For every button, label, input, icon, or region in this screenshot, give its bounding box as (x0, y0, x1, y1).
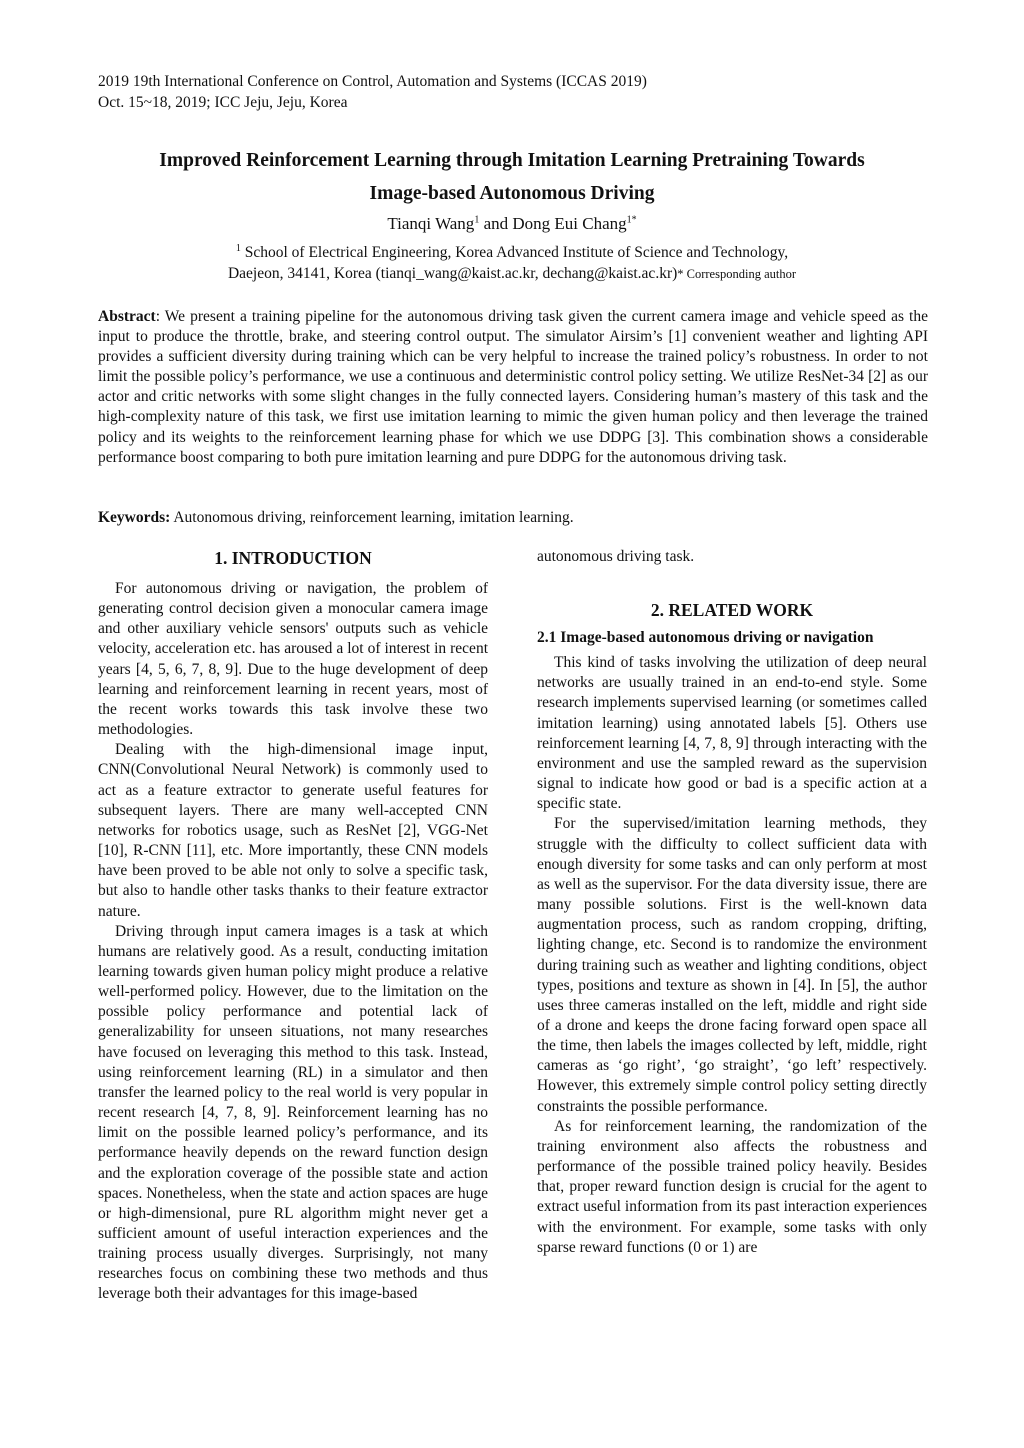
title-line-1: Improved Reinforcement Learning through Imitation Learning Pretraining Towards (159, 150, 865, 171)
author-name: Dong Eui Chang (512, 214, 627, 233)
affiliation-line-1: $^1$ School of Electrical Engineering, Korea Advanced Institute of Science and Technology, (235, 242, 789, 261)
keywords-text: Autonomous driving, reinforcement learning, imitation learning. (170, 509, 574, 526)
paragraph: For the supervised/imitation learning methods, they struggle with the difficulty to collect sufficient data with enough diversity for some tasks and can only perform at most as well as the supervisor. For the data diversity issue, there are many possible solutions. First is the well-known data augmentation process, such as random cropping, drifting, lighting change, etc. Second is to randomize the environment during training such as weather and lighting conditions, object types, positions and texture as shown in [4]. In [5], the author uses three cameras installed on the left, middle and right side of a drone and keeps the drone facing forward open space all the time, then labels the images collected by left, middle, right cameras as ‘go right’, ‘go straight’, ‘go left’ respectively. However, this extremely simple control policy setting directly constraints the possible performance. (537, 815, 927, 1115)
keywords-label: Keywords: (98, 509, 171, 526)
author-conjunction: and (483, 214, 509, 233)
subsection-heading: 2.1 Image-based autonomous driving or navigation (537, 629, 874, 647)
corresponding-author-note: * Corresponding author (677, 267, 796, 281)
paragraph: For autonomous driving or navigation, the problem of generating control decision given a monocular camera image and other auxiliary vehicle sensors' outputs such as vehicle velocity, acceleration etc. has aroused a lot of interest in recent years [4, 5, 6, 7, 8, 9]. Due to the huge development of deep learning and reinforcement learning in recent years, most of the recent works towards this task involve these two methodologies. (98, 580, 488, 739)
conference-line-1: 2019 19th International Conference on Control, Automation and Systems (ICCAS 2019) (98, 73, 647, 90)
paragraph: As for reinforcement learning, the randomization of the training environment also affects the robustness and performance of the possible trained policy heavily. Besides that, proper reward function design is crucial for the agent to extract useful information from its past interaction experiences with the environment. For example, some tasks with only sparse reward functions (0 or 1) are (537, 1117, 927, 1256)
title-line-2: Image-based Autonomous Driving (369, 183, 655, 204)
right-column (537, 547, 927, 1258)
paper-title (60, 144, 964, 210)
affiliation-mark: 1* (626, 214, 637, 226)
abstract (98, 307, 928, 468)
conference-line-2: Oct. 15~18, 2019; ICC Jeju, Jeju, Korea (98, 94, 348, 111)
paragraph: Dealing with the high-dimensional image input, CNN(Convolutional Neural Network) is commonly used to act as a feature extractor to generate useful features for subsequent layers. There are many well-accepted CNN networks for robotics usage, such as ResNet [2], VGG-Net [10], R-CNN [11], etc. More importantly, these CNN models have been proved to be able not only to solve a specific task, but also to handle other tasks thanks to their feature extractor nature. (98, 741, 488, 920)
author-list (60, 212, 964, 236)
paragraph: This kind of tasks involving the utilization of deep neural networks are usually trained in an end-to-end style. Some research implements supervised learning (or sometimes called imitation learning) using annotated labels [5]. Others use reinforcement learning [4, 7, 8, 9] through interacting with the environment and use the sampled reward as the supervision signal to indicate how good or bad is a specific action at a specific state. (537, 654, 927, 813)
affiliation-mark: 1 (474, 214, 480, 226)
left-column (98, 546, 488, 1305)
affiliation-mark: 1 (235, 242, 241, 254)
section-heading: 2. RELATED WORK (650, 600, 814, 621)
paragraph: Driving through input camera images is a task at which humans are relatively good. As a result, conducting imitation learning towards given human policy might produce a relative well-performed policy. However, due to the limitation on the possible policy performance and potential lack of generalizability for unseen situations, not many researches have focused on leveraging this method to this task. Instead, using reinforcement learning (RL) in a simulator and then transfer the learned policy to the real world is very popular in recent research [4, 7, 8, 9]. Reinforcement learning has no limit on the possible learned policy’s performance, and its performance heavily depends on the reward function design and the exploration coverage of the possible state and action spaces. Nonetheless, when the state and action spaces are huge or high-dimensional, pure RL algorithm might never get a sufficient amount of useful interaction experiences and the training process usually diverges. Surprisingly, not many researches focus on combining these two methods and thus leverage both their advantages for this image-based (98, 922, 488, 1303)
abstract-text: : We present a training pipeline for the autonomous driving task given the current camera image and vehicle speed as the input to produce the throttle, brake, and steering control output. The simulator Airsim’s [1] convenient weather and lighting API provides a sufficient diversity during training which can be very helpful to increase the trained policy’s robustness. In order to not limit the possible policy’s performance, we use a continuous and deterministic control policy setting. We utilize ResNet-34 [2] as our actor and critic networks with some slight changes in the fully connected layers. Considering human’s mastery of this task and the high-complexity nature of this task, we first use imitation learning to mimic the given human policy and then leverage the trained policy and its weights to the reinforcement learning phase for which we use DDPG [3]. This combination shows a considerable performance boost comparing to both pure imitation learning and pure DDPG for the autonomous driving task. (98, 308, 928, 466)
author-name: Tianqi Wang (387, 214, 475, 233)
affiliation-line-2: Daejeon, 34141, Korea (tianqi_wang@kaist.ac.kr, dechang@kaist.ac.kr)* Corresponding author (227, 265, 796, 282)
keywords (98, 508, 928, 528)
section-heading: 1. INTRODUCTION (214, 548, 372, 568)
conference-header (98, 71, 647, 113)
affiliation (60, 242, 964, 285)
paragraph-continuation: autonomous driving task. (537, 548, 695, 565)
abstract-label: Abstract (98, 308, 156, 325)
